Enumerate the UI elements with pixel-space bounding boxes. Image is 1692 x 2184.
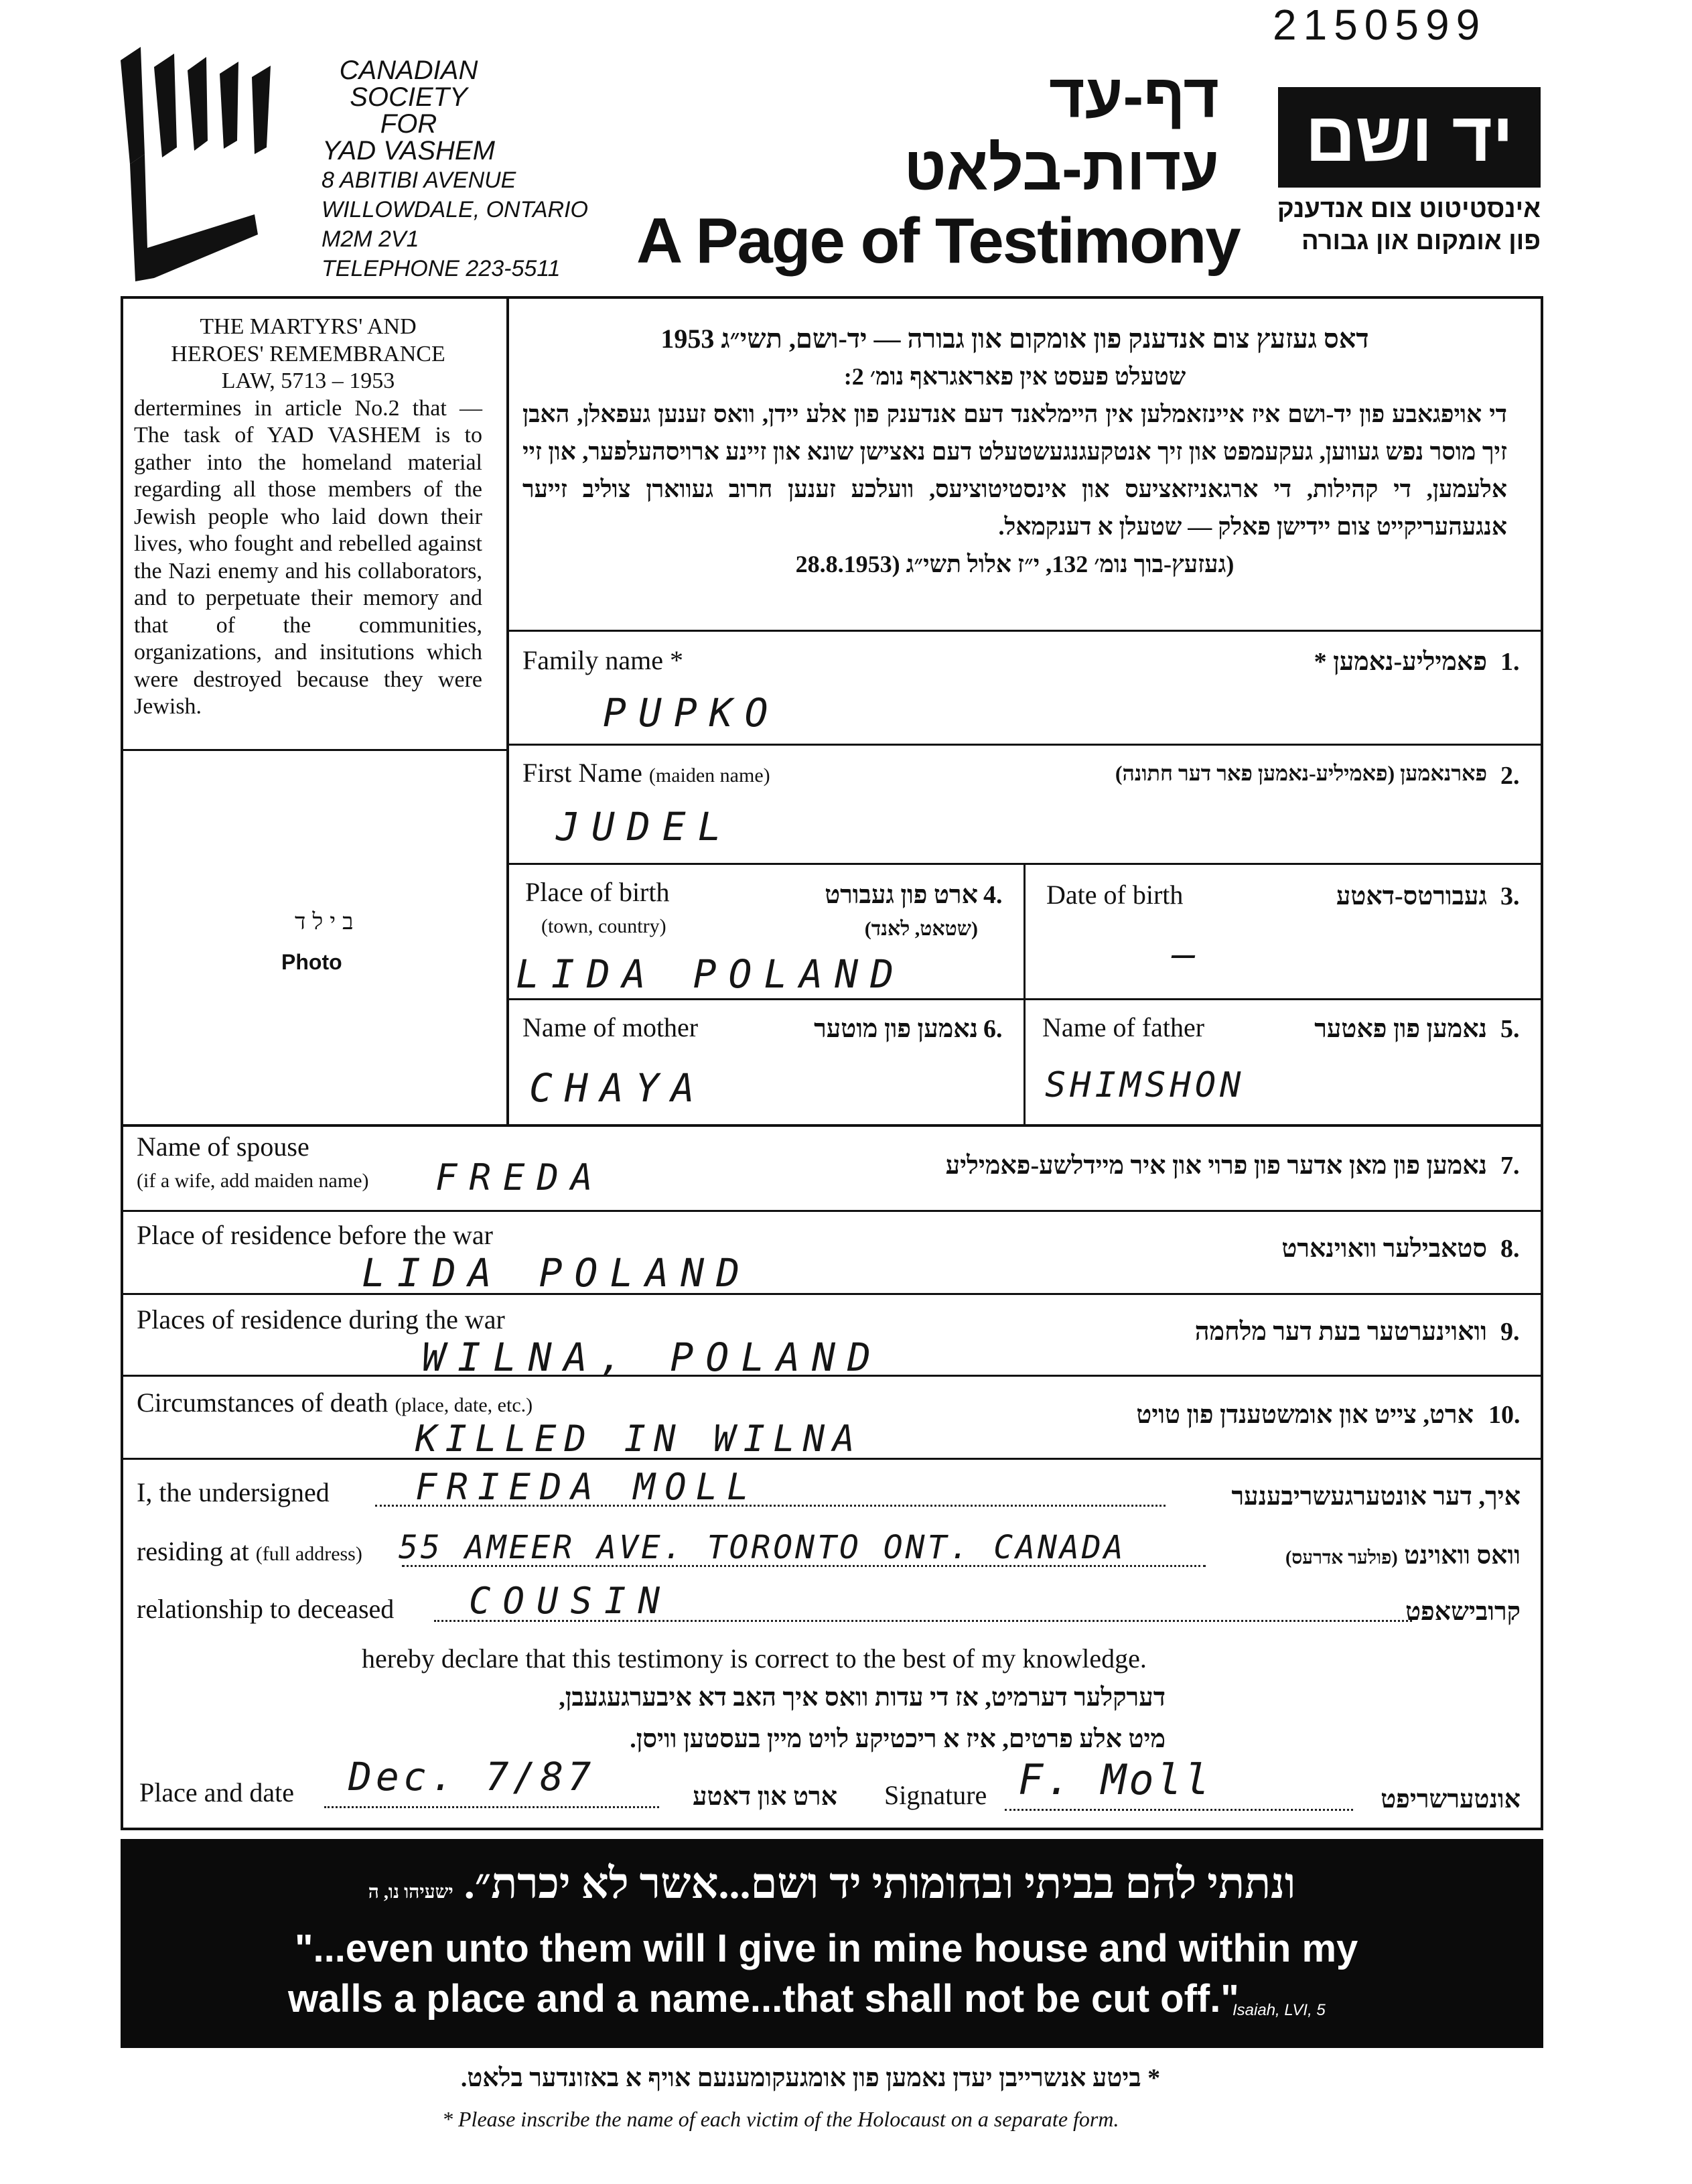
- law-text-block: [134, 314, 482, 721]
- frame-left: [121, 296, 123, 1830]
- cell-divider: [1024, 863, 1026, 1125]
- dotted-line: [324, 1806, 659, 1808]
- place-date-label-hebrew: ארט און דאטע: [693, 1783, 837, 1811]
- place-of-birth-value[interactable]: LIDA POLAND: [516, 951, 906, 997]
- father-name-label: Name of father: [1042, 1012, 1205, 1042]
- declaration-hebrew-line: דערקלער דערמיט, אז די עדות וואס איך האב דא איבערגעגעבן,: [559, 1684, 1166, 1712]
- first-name-label: [522, 757, 770, 789]
- footer-hebrew-quote: [121, 1859, 1543, 1909]
- residence-before-label: Place of residence before the war: [137, 1220, 493, 1250]
- death-label-text: Circumstances of death: [137, 1387, 389, 1418]
- yv-subtitle-line: פון אומקום און גבורה: [1301, 227, 1541, 255]
- mother-name-label-hebrew: נאמען פון מוטער: [814, 1015, 978, 1043]
- field-number: 2.: [1500, 762, 1520, 790]
- mother-name-value[interactable]: CHAYA: [529, 1065, 707, 1111]
- declaration-text: hereby declare that this testimony is correct to the best of my knowledge.: [362, 1643, 1147, 1674]
- date-of-birth-value[interactable]: —: [1172, 931, 1208, 977]
- footer-hebrew-source: ישעיהו נו, ה: [368, 1882, 453, 1903]
- family-name-label: Family name *: [522, 645, 683, 675]
- residing-he-sub: (פולער אדרעס): [1285, 1548, 1398, 1568]
- row-divider: [506, 744, 1543, 746]
- death-label-sub: (place, date, etc.): [395, 1394, 533, 1416]
- father-name-value[interactable]: SHIMSHON: [1045, 1065, 1245, 1105]
- residence-before-label-hebrew: סטאבילער וואוינארט: [1281, 1235, 1487, 1263]
- date-of-birth-label: Date of birth: [1046, 880, 1184, 910]
- hebrew-law-body: די אויפגאבע פון יד-ושם איז איינזאמלען אין היימלאנד דעם אנדענק פון אלע יידן, וואס זענען געפאלן, האבן זיך מוסר נפש געווען, געקעמפט און זיך אנטקעגנגעשטעלט דעם נאצישן שונא און זיינע ארויסהעלפער, און זיי אלעמען, די קהילות, די ארגאניזאציעס און אינסטיטוציעס, וועלכע זענען חרוב געווארן צוליב זייער אנגעהעריקייט צום יידישן פאלק — שטעלן א דענקמאל.: [522, 401, 1507, 540]
- residing-label-sub: (full address): [255, 1543, 362, 1565]
- law-title-line: HEROES' REMEMBRANCE: [171, 341, 445, 366]
- family-name-label-hebrew: פאמיליע-נאמען *: [1314, 648, 1487, 676]
- field-number: 9.: [1500, 1318, 1520, 1346]
- field-number: 3.: [1500, 882, 1520, 910]
- footer-english-line-1: "...even unto them will I give in mine house and within my: [295, 1927, 1358, 1970]
- relationship-label-hebrew: קרובישאפט: [1405, 1598, 1521, 1626]
- undersigned-value[interactable]: FRIEDA MOLL: [415, 1466, 758, 1508]
- yad-vashem-logo: יד ושם: [1278, 87, 1541, 188]
- death-value[interactable]: KILLED IN WILNA: [415, 1418, 863, 1460]
- first-name-label-sub: (maiden name): [648, 764, 770, 787]
- hebrew-law-reference: (געזעץ-בוך נומ׳ 132, י״ז אלול תשי״ג (28.8.1953: [795, 551, 1235, 577]
- footer-hebrew-text: ונתתי להם בביתי ובחומותי יד ושם...אשר לא יכרת״.: [464, 1860, 1296, 1907]
- column-divider: [506, 296, 509, 1125]
- page-title: A Page of Testimony: [636, 205, 1240, 277]
- law-title-line: THE MARTYRS' AND: [200, 314, 417, 339]
- place-date-label: Place and date: [139, 1777, 294, 1807]
- row-divider: [121, 1124, 1543, 1127]
- place-of-birth-sub-hebrew: (שטאט, לאנד): [864, 918, 978, 940]
- first-name-label-hebrew: פארנאמען (פאמיליע-נאמען פאר דער חתונה): [1115, 761, 1487, 785]
- death-label-hebrew: ארט, צייט און אומשטענדן פון טויט: [1136, 1401, 1474, 1429]
- residing-label-hebrew: [1212, 1541, 1521, 1570]
- org-name-line: CANADIAN: [339, 56, 478, 85]
- row-divider: [121, 1293, 1543, 1295]
- law-body: dertermines in article No.2 that — The task of YAD VASHEM is to gather into the homeland material regarding all those members of the Jewish people who laid down their lives, who fought and rebelled against the Nazi enemy and his collaborators, and to perpetuate their memory and that of the communities, organizations, and insitutions which were destroyed because they were Jewish.: [134, 395, 482, 719]
- residing-value[interactable]: 55 AMEER AVE. TORONTO ONT. CANADA: [399, 1529, 1126, 1566]
- signature-value[interactable]: F. Moll: [1018, 1755, 1212, 1804]
- menorah-logo-icon: [121, 47, 295, 295]
- spouse-label-hebrew: נאמען פון מאן אדער פון פרוי און איר מיידלשע-פאמיליע: [945, 1152, 1487, 1180]
- residence-before-value[interactable]: LIDA POLAND: [362, 1250, 752, 1296]
- organization-block: [322, 57, 588, 282]
- field-number: 1.: [1500, 648, 1520, 676]
- signature-label-hebrew: אונטערשריפט: [1381, 1785, 1521, 1814]
- hebrew-law-subtitle: שטעלט פעסט אין פאראגראף נומ׳ 2:: [843, 363, 1186, 390]
- residence-during-value[interactable]: WILNA, POLAND: [422, 1335, 883, 1380]
- spouse-value[interactable]: FREDA: [435, 1156, 605, 1199]
- footer-english-source: Isaiah, LVI, 5: [1232, 2001, 1326, 2019]
- yad-vashem-subtitle: [1259, 193, 1541, 257]
- photo-label-hebrew: בילד: [295, 910, 360, 935]
- yv-subtitle-line: אינסטיטוט צום אנדענק: [1277, 195, 1541, 223]
- org-name-line: SOCIETY: [350, 82, 468, 112]
- first-name-label-text: First Name: [522, 758, 642, 788]
- spouse-label: Name of spouse: [137, 1132, 309, 1162]
- residing-label: [137, 1535, 362, 1567]
- row-divider: [506, 630, 1543, 632]
- row-divider: [121, 1210, 1543, 1212]
- law-photo-divider: [121, 749, 508, 751]
- residence-during-label: Places of residence during the war: [137, 1304, 505, 1335]
- residing-he-text: וואס וואוינט: [1404, 1542, 1521, 1570]
- org-address-line: WILLOWDALE, ONTARIO: [322, 197, 588, 222]
- org-name-line: FOR: [380, 109, 437, 139]
- relationship-label: relationship to deceased: [137, 1594, 395, 1624]
- frame-bottom: [121, 1828, 1543, 1830]
- undersigned-label: I, the undersigned: [137, 1477, 330, 1507]
- residence-during-label-hebrew: וואוינערטער בעת דער מלחמה: [1194, 1318, 1487, 1346]
- org-name-line: YAD VASHEM: [322, 136, 495, 165]
- first-name-value[interactable]: JUDEL: [556, 804, 733, 849]
- father-name-label-hebrew: נאמען פון פאטער: [1314, 1015, 1487, 1043]
- hebrew-title: [757, 60, 1219, 205]
- footer-quote-band: [121, 1839, 1543, 2048]
- spouse-label-sub: (if a wife, add maiden name): [137, 1170, 369, 1192]
- place-of-birth-sub: (town, country): [541, 915, 666, 937]
- frame-right: [1541, 296, 1543, 1830]
- date-of-birth-label-hebrew: געבורטס-דאטע: [1336, 882, 1487, 910]
- hebrew-title-line-1: דף-עד: [1049, 62, 1219, 131]
- residing-label-text: residing at: [137, 1536, 249, 1566]
- field-number: 8.: [1500, 1235, 1520, 1263]
- death-circumstances-label: [137, 1387, 533, 1418]
- field-number: 7.: [1500, 1152, 1520, 1180]
- relationship-value[interactable]: COUSIN: [469, 1580, 673, 1622]
- place-date-value[interactable]: Dec. 7/87: [348, 1754, 595, 1799]
- hebrew-title-line-2: עדות-בלאט: [904, 135, 1219, 203]
- photo-label: Photo: [281, 950, 342, 974]
- org-address-line: 8 ABITIBI AVENUE: [322, 167, 516, 193]
- org-address-line: TELEPHONE 223-5511: [322, 256, 561, 281]
- hebrew-law-block: [522, 320, 1507, 583]
- field-number: 10.: [1488, 1401, 1521, 1429]
- note-hebrew: * ביטע אנשרייבן יעדן נאמען פון אומגעקומענעם אויף א באזונדער בלאט.: [460, 2064, 1161, 2092]
- note-english: * Please inscribe the name of each victim of the Holocaust on a separate form.: [442, 2107, 1119, 2131]
- document-number: 2150599: [1273, 1, 1487, 49]
- signature-label: Signature: [884, 1780, 987, 1810]
- field-number: 6.: [983, 1015, 1003, 1043]
- place-of-birth-label-hebrew: ארט פון געבורט: [825, 881, 978, 909]
- field-number: 5.: [1500, 1015, 1520, 1043]
- hebrew-law-title: דאס געזעץ צום אנדענק פון אומקום און גבורה — יד-ושם, תשי״ג 1953: [660, 324, 1369, 354]
- mother-name-label: Name of mother: [522, 1012, 699, 1042]
- undersigned-label-hebrew: איך, דער אונטערגעשריבענער: [1231, 1483, 1521, 1511]
- declaration-hebrew-line: מיט אלע פרטים, איז א ריכטיקע לויט מיין בעסטען וויסן.: [630, 1725, 1166, 1753]
- frame-top: [121, 296, 1543, 299]
- law-title-line: LAW, 5713 – 1953: [221, 368, 395, 393]
- org-address-line: M2M 2V1: [322, 226, 419, 252]
- field-number: 4.: [983, 881, 1003, 909]
- dotted-line: [1005, 1809, 1353, 1811]
- family-name-value[interactable]: PUPKO: [603, 690, 780, 736]
- place-of-birth-label: Place of birth: [525, 877, 670, 907]
- footer-english-line-2: walls a place and a name...that shall not be cut off.": [288, 1977, 1239, 2021]
